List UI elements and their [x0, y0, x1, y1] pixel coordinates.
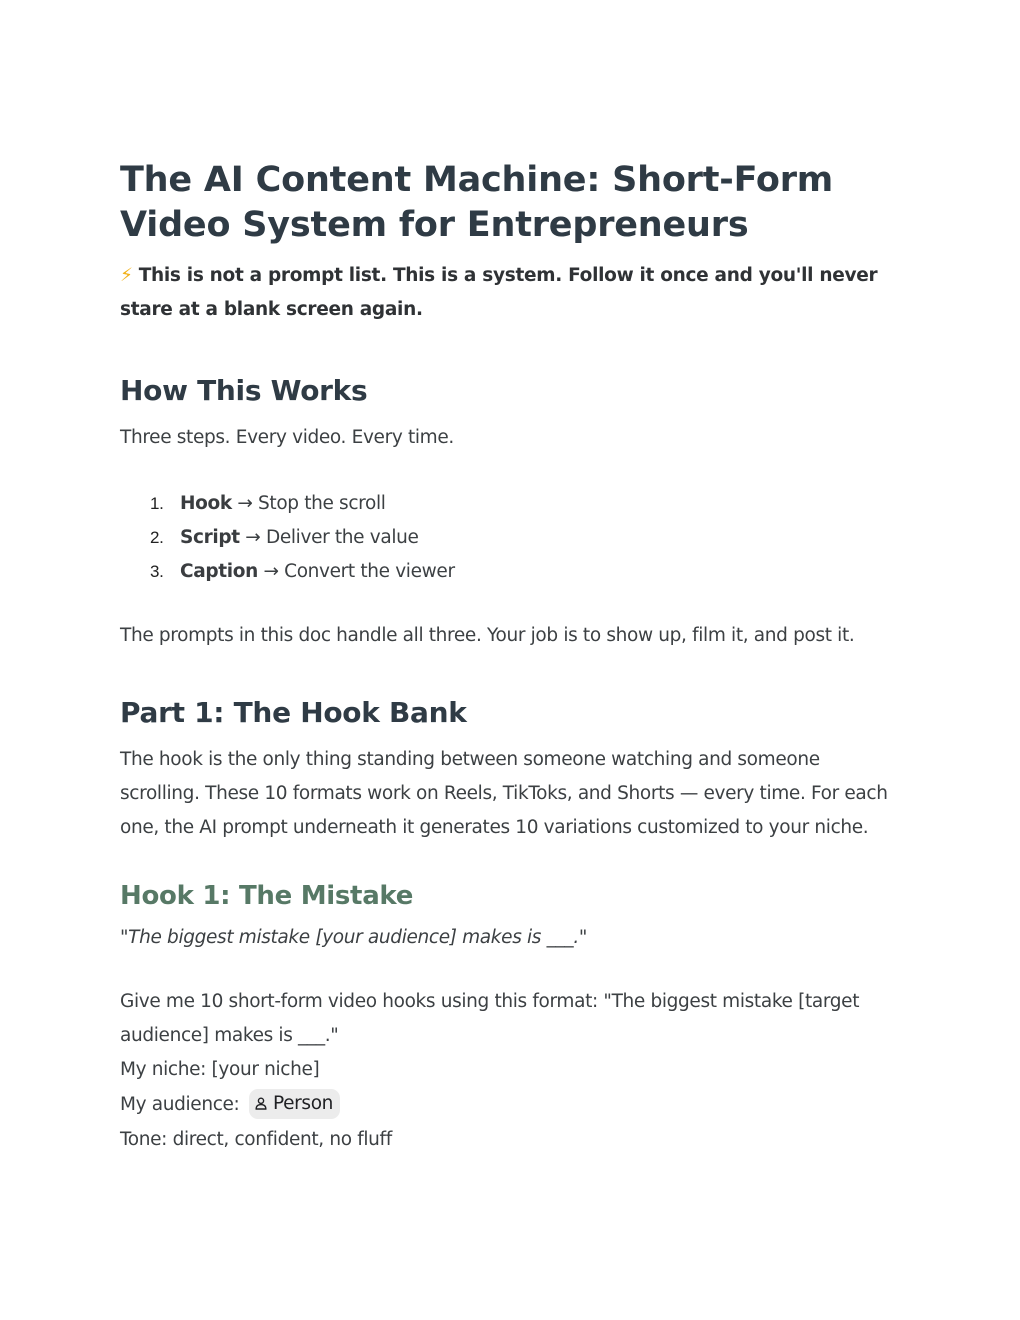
- hook-bank-paragraph: The hook is the only thing standing between someone watching and someone scrolling. These 10 formats work on Reels, TikToks, and Shorts — every time. For each one, the AI prompt underneath it generates 10 variations customized to your niche.: [120, 749, 888, 838]
- audience-line: [120, 1087, 900, 1123]
- steps-list: [120, 487, 900, 589]
- prompt-paragraph: Give me 10 short-form video hooks using this format: "The biggest mistake [target audience] makes is ___.": [120, 991, 860, 1046]
- list-number: 3.: [150, 562, 164, 581]
- step-term: Caption: [180, 561, 258, 582]
- tone-line: Tone: direct, confident, no fluff: [120, 1129, 392, 1150]
- niche-line: My niche: [your niche]: [120, 1059, 320, 1080]
- heading-how-this-works: How This Works: [120, 374, 368, 407]
- lightning-bolt-icon: ⚡: [120, 265, 133, 286]
- step-term: Hook: [180, 493, 232, 514]
- step-term: Script: [180, 527, 240, 548]
- intro-paragraph: Three steps. Every video. Every time.: [120, 427, 454, 448]
- list-item: [120, 487, 900, 521]
- document-subtitle: [120, 259, 900, 327]
- step-text: → Deliver the value: [245, 527, 419, 548]
- step-text: → Stop the scroll: [237, 493, 386, 514]
- person-icon: [255, 1097, 267, 1110]
- list-number: 1.: [150, 494, 164, 513]
- outro-paragraph: The prompts in this doc handle all three. Your job is to show up, film it, and post it.: [120, 625, 855, 646]
- list-item: [120, 555, 900, 589]
- document-content: [120, 158, 900, 1157]
- heading-hook-bank: Part 1: The Hook Bank: [120, 696, 467, 729]
- list-number: 2.: [150, 528, 164, 547]
- person-chip[interactable]: [249, 1089, 340, 1119]
- hook-template: "The biggest mistake [your audience] makes is ___.": [120, 927, 588, 948]
- step-text: → Convert the viewer: [263, 561, 455, 582]
- heading-hook-1: Hook 1: The Mistake: [120, 881, 414, 911]
- list-item: [120, 521, 900, 555]
- subtitle-text: This is not a prompt list. This is a system. Follow it once and you'll never stare at a blank screen again.: [120, 265, 878, 320]
- audience-label: My audience:: [120, 1094, 240, 1115]
- person-chip-label: Person: [272, 1092, 334, 1114]
- document-title: The AI Content Machine: Short-Form Video System for Entrepreneurs: [120, 160, 834, 245]
